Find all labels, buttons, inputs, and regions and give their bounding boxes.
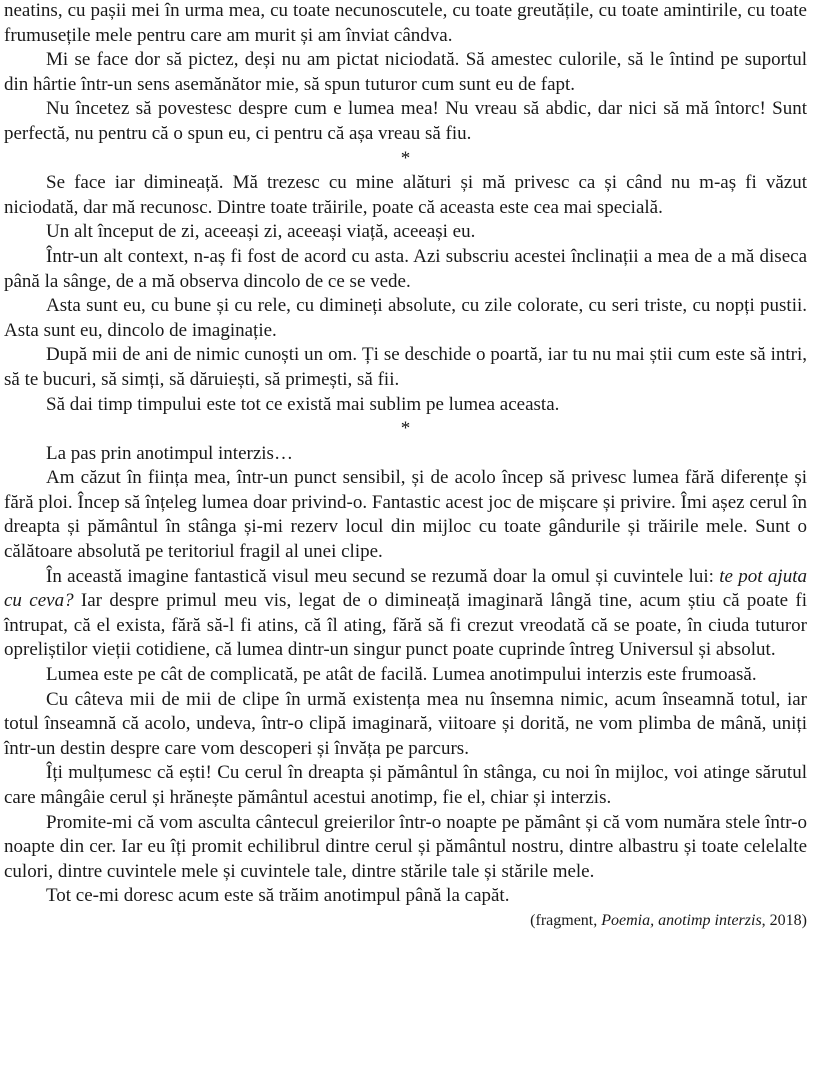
paragraph: Se face iar dimineață. Mă trezesc cu mine alături și mă privesc ca și când nu m-aș fi văzut niciodată, dar mă recunosc. Dintre toate trăirile, poate că aceasta este cea mai specială. <box>4 172 807 218</box>
paragraph: Am căzut în ființa mea, într-un punct sensibil, și de acolo încep să privesc lumea fără diferențe și fără ploi. Încep să înțeleg lumea doar privind-o. Fantastic acest joc de mișcare și privire. Îmi așez cerul în dreapta și pământul în stânga și-mi rezerv locul din mijloc cu toate gândurile și trăirile mele. Sunt o călătoare absolută pe teritoriul fragil al unei clipe. <box>4 467 807 563</box>
paragraph: După mii de ani de nimic cunoști un om. Ți se deschide o poartă, iar tu nu mai știi cum este să intri, să te bucuri, să simți, să dăruiești, să primești, să fii. <box>4 344 807 390</box>
citation-prefix: (fragment, <box>530 911 602 929</box>
citation-suffix: , 2018) <box>761 911 807 929</box>
paragraph: neatins, cu pașii mei în urma mea, cu toate necunoscutele, cu toate greutățile, cu toate amintirile, cu toate frumusețile mele pentru care am murit și am înviat cândva. <box>4 0 807 46</box>
section-separator: * <box>400 147 411 169</box>
paragraph: Mi se face dor să pictez, deși nu am pictat niciodată. Să amestec culorile, să le întind pe suportul din hârtie într-un sens asemănător mie, să spun tuturor cum sunt eu de fapt. <box>4 49 807 95</box>
paragraph <box>4 565 807 663</box>
paragraph: Într-un alt context, n-aș fi fost de acord cu asta. Azi subscriu acestei înclinații a mea de a mă diseca până la sânge, de a mă observa dincolo de ce se vede. <box>4 245 807 292</box>
paragraph: Tot ce-mi doresc acum este să trăim anotimpul până la capăt. <box>46 885 510 907</box>
section-separator: * <box>400 418 411 440</box>
paragraph: Asta sunt eu, cu bune și cu rele, cu dimineți absolute, cu zile colorate, cu seri triste, cu nopți pustii. Asta sunt eu, dincolo de imaginație. <box>4 295 807 341</box>
document-body <box>4 0 807 932</box>
paragraph: La pas prin anotimpul interzis… <box>46 442 293 464</box>
paragraph: Îți mulțumesc că ești! Cu cerul în dreapta și pământul în stânga, cu noi în mijloc, voi atinge sărutul care mângâie cerul și hrănește pământul acestui anotimp, fie el, chiar și interzis. <box>4 762 807 808</box>
paragraph-text: În această imagine fantastică visul meu secund se rezumă doar la omul și cuvintele lui: <box>46 565 720 587</box>
paragraph: Lumea este pe cât de complicată, pe atât de facilă. Lumea anotimpului interzis este frumoasă. <box>46 664 757 686</box>
paragraph: Un alt început de zi, aceeași zi, aceeași viață, aceeași eu. <box>46 221 476 243</box>
citation-title: Poemia, anotimp interzis <box>601 911 762 929</box>
paragraph: Să dai timp timpului este tot ce există mai sublim pe lumea aceasta. <box>46 393 560 415</box>
paragraph: Promite-mi că vom asculta cântecul greierilor într-o noapte pe pământ și că vom număra stele într-o noapte din cer. Iar eu îți promit echilibrul dintre cerul și pământul nostru, dintre albastru și toate celelalte culori, dintre cuvintele mele și cuvintele tale, dintre stările tale și stările mele. <box>4 811 807 882</box>
paragraph: Cu câteva mii de mii de clipe în urmă existența mea nu însemna nimic, acum înseamnă totul, iar totul înseamnă că acolo, undeva, într-o clipă imaginară, viitoare și dorită, ne vom plimba de mână, uniți într-un destin despre care vom descoperi și învăța pe parcurs. <box>4 688 807 759</box>
paragraph-text: Iar despre primul meu vis, legat de o dimineață imaginară lângă tine, acum știu că poate fi întrupat, că el exista, fără să-l fi atins, că îl ating, fără să fi crezut vreodată că se poate, în ciuda tuturor opreliștilor vieții cotidiene, că lumea dintr-un singur punct poate cuprinde întreg Universul și absolut. <box>4 590 808 661</box>
paragraph: Nu încetez să povestesc despre cum e lumea mea! Nu vreau să abdic, dar nici să mă întorc! Sunt perfectă, nu pentru că o spun eu, ci pentru că așa vreau să fiu. <box>4 98 807 144</box>
italic-quote: te pot ajuta cu ceva? <box>4 565 807 612</box>
source-citation <box>4 910 807 932</box>
